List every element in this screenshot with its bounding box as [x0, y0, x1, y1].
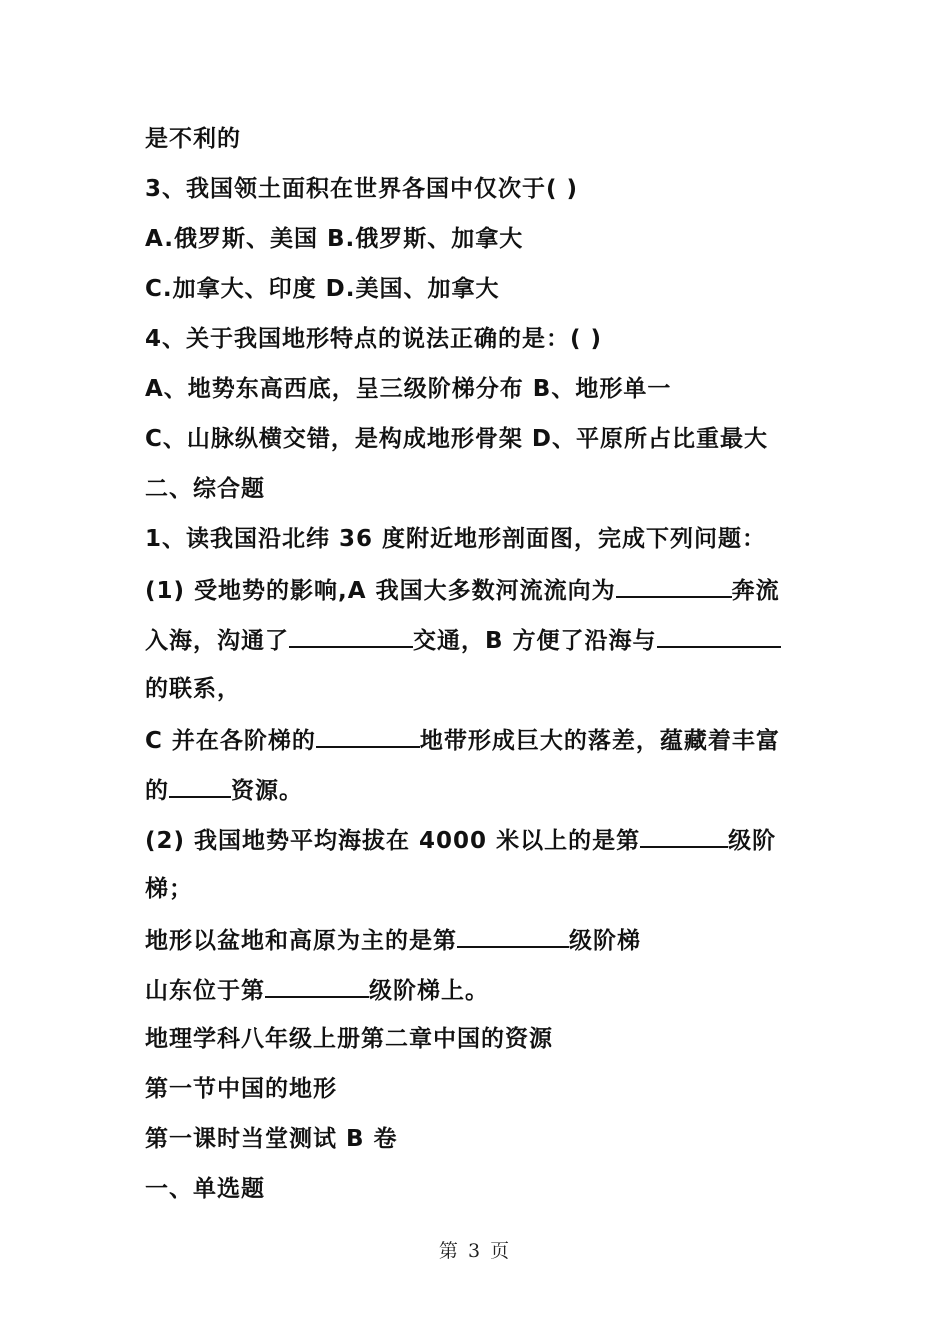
answer-blank: [616, 574, 732, 598]
section-title: 第一节中国的地形: [145, 1076, 337, 1102]
question-4-options-ab: A、地势东高西底，呈三级阶梯分布 B、地形单一: [145, 376, 672, 402]
section-heading-single-choice: 一、单选题: [145, 1176, 265, 1202]
subquestion-2-line-2: 梯；: [145, 876, 193, 902]
answer-blank: [457, 924, 569, 948]
page-number: 第 3 页: [438, 1240, 512, 1262]
answer-blank: [657, 624, 781, 648]
subquestion-1-line-5: [145, 774, 303, 806]
question-4: 4、关于我国地形特点的说法正确的是：( ): [145, 326, 603, 352]
text-segment: 奔流: [731, 578, 780, 604]
comprehensive-question-1: 1、读我国沿北纬 36 度附近地形剖面图，完成下列问题：: [145, 526, 767, 552]
subquestion-1-line-4: [145, 724, 780, 756]
text-segment: 地形以盆地和高原为主的是第: [145, 928, 457, 954]
question-3: 3、我国领土面积在世界各国中仅次于( ): [145, 176, 579, 202]
text-segment: 山东位于第: [145, 978, 265, 1004]
text-segment: 级阶梯: [569, 928, 641, 954]
subquestion-2-line-1: [145, 824, 776, 856]
answer-blank: [316, 724, 420, 748]
text-segment: 地带形成巨大的落差，蕴藏着丰富: [419, 728, 780, 754]
subquestion-2-line-3: [145, 924, 641, 956]
answer-blank: [265, 974, 369, 998]
answer-blank: [169, 774, 231, 798]
section-heading-comprehensive: 二、综合题: [145, 476, 265, 502]
subquestion-1-line-1: [145, 574, 780, 606]
text-segment: 交通，B 方便了沿海与: [413, 628, 657, 654]
subject-title: 地理学科八年级上册第二章中国的资源: [145, 1026, 553, 1052]
text-segment: 入海，沟通了: [145, 628, 289, 654]
test-title: 第一课时当堂测试 B 卷: [145, 1126, 398, 1152]
text-segment: 资源。: [231, 778, 303, 804]
question-3-options-ab: A.俄罗斯、美国 B.俄罗斯、加拿大: [145, 226, 524, 252]
subquestion-1-line-3: 的联系，: [145, 676, 241, 702]
answer-blank: [640, 824, 728, 848]
text-segment: (1) 受地势的影响,A 我国大多数河流流向为: [145, 578, 616, 604]
question-4-options-cd: C、山脉纵横交错，是构成地形骨架 D、平原所占比重最大: [145, 426, 768, 452]
text-segment: 级阶: [728, 828, 777, 854]
text-segment: C 并在各阶梯的: [145, 728, 316, 754]
answer-blank: [289, 624, 413, 648]
text-segment: (2) 我国地势平均海拔在 4000 米以上的是第: [145, 828, 641, 854]
question-3-options-cd: C.加拿大、印度 D.美国、加拿大: [145, 276, 500, 302]
text-line: 是不利的: [145, 126, 241, 152]
subquestion-1-line-2: [145, 624, 781, 656]
text-segment: 的: [145, 778, 169, 804]
subquestion-2-line-4: [145, 974, 489, 1006]
text-segment: 级阶梯上。: [369, 978, 489, 1004]
